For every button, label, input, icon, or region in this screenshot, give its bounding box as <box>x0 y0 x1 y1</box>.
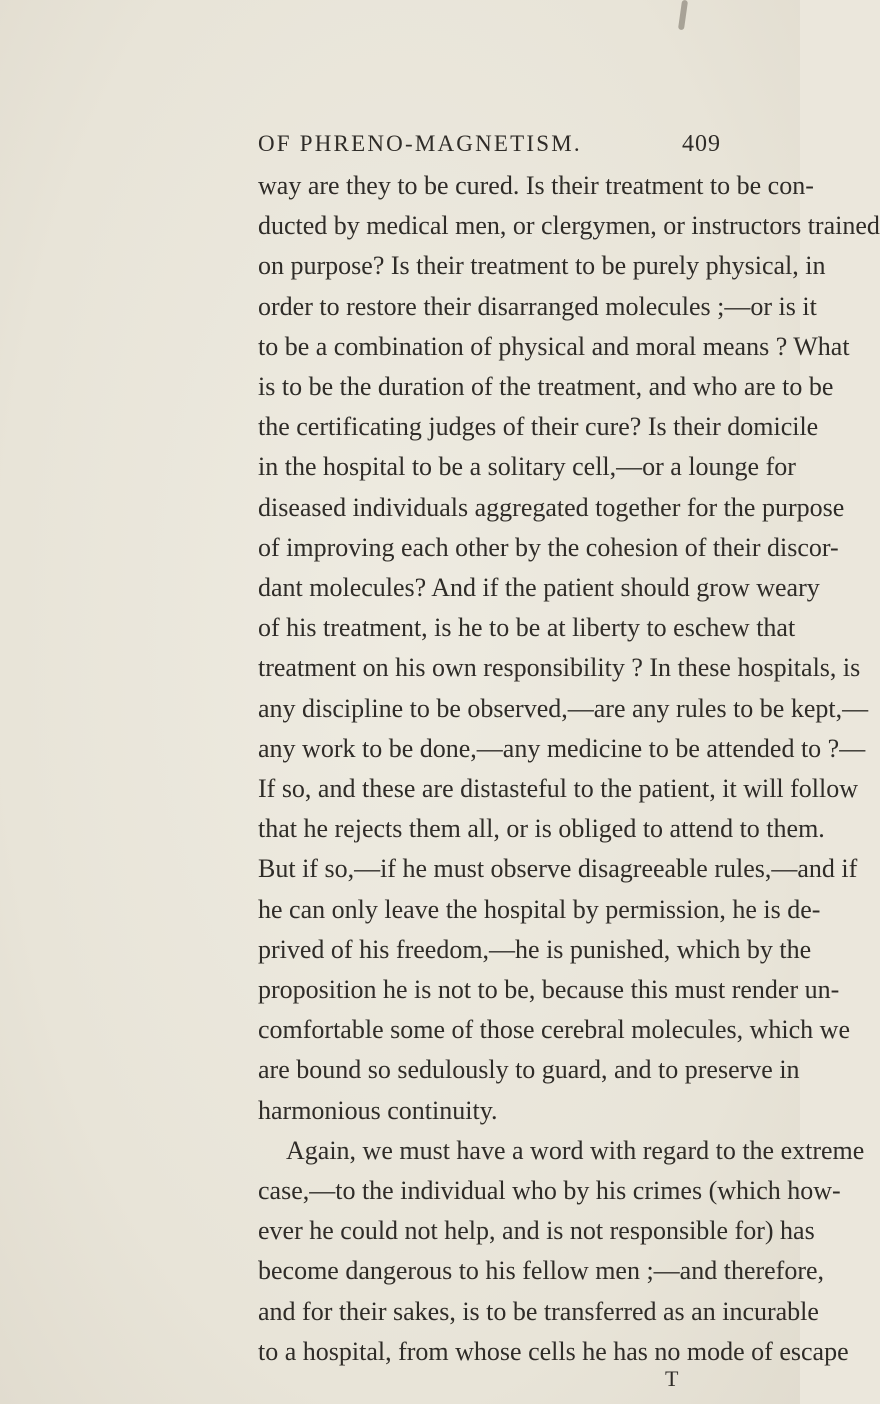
text-line: way are they to be cured. Is their treatment to be con- <box>258 171 814 200</box>
text-line: are bound so sedulously to guard, and to preserve in <box>258 1055 800 1085</box>
text-line: harmonious continuity. <box>258 1095 498 1125</box>
page-number: 409 <box>682 131 721 157</box>
text-line: diseased individuals aggregated together for the purpose <box>258 492 845 522</box>
text-line: If so, and these are distasteful to the patient, it will follow <box>258 774 859 803</box>
text-line: But if so,—if he must observe disagreeable rules,—and if <box>258 854 858 884</box>
text-line: proposition he is not to be, because this must render un- <box>258 975 840 1004</box>
text-line: become dangerous to his fellow men ;—and therefore, <box>258 1256 825 1286</box>
text-line: any discipline to be observed,—are any rules to be kept,— <box>258 693 869 723</box>
text-line: ducted by medical men, or clergymen, or instructors trained <box>258 211 880 241</box>
text-line: and for their sakes, is to be transferred as an incurable <box>258 1296 819 1326</box>
text-line: that he rejects them all, or is obliged to attend to them. <box>258 814 825 844</box>
text-line: order to restore their disarranged molecules ;—or is it <box>258 291 817 321</box>
text-line: he can only leave the hospital by permission, he is de- <box>258 894 821 924</box>
running-title: OF PHRENO-MAGNETISM. <box>258 131 582 156</box>
text-line: to be a combination of physical and moral means ? What <box>258 331 850 361</box>
text-line: Again, we must have a word with regard to the extreme <box>286 1135 865 1165</box>
page-header <box>0 124 800 164</box>
text-line: ever he could not help, and is not responsible for) has <box>258 1216 815 1246</box>
text-line: in the hospital to be a solitary cell,—or a lounge for <box>258 452 796 482</box>
text-line: the certificating judges of their cure? Is their domicile <box>258 412 819 442</box>
text-line: on purpose? Is their treatment to be purely physical, in <box>258 251 826 281</box>
text-line: prived of his freedom,—he is punished, which by the <box>258 934 812 964</box>
text-line: is to be the duration of the treatment, and who are to be <box>258 372 834 401</box>
text-line: any work to be done,—any medicine to be attended to ?— <box>258 733 866 763</box>
text-line: of improving each other by the cohesion of their discor- <box>258 532 839 562</box>
text-line: of his treatment, is he to be at liberty to eschew that <box>258 613 796 643</box>
text-line: treatment on his own responsibility ? In these hospitals, is <box>258 653 861 683</box>
page-mark <box>678 0 688 30</box>
text-line: case,—to the individual who by his crimes (which how- <box>258 1176 841 1205</box>
signature-mark: T <box>665 1366 679 1391</box>
text-line: dant molecules? And if the patient should grow weary <box>258 573 820 602</box>
text-line: comfortable some of those cerebral molecules, which we <box>258 1015 850 1045</box>
text-line: to a hospital, from whose cells he has no mode of escape <box>258 1336 849 1366</box>
